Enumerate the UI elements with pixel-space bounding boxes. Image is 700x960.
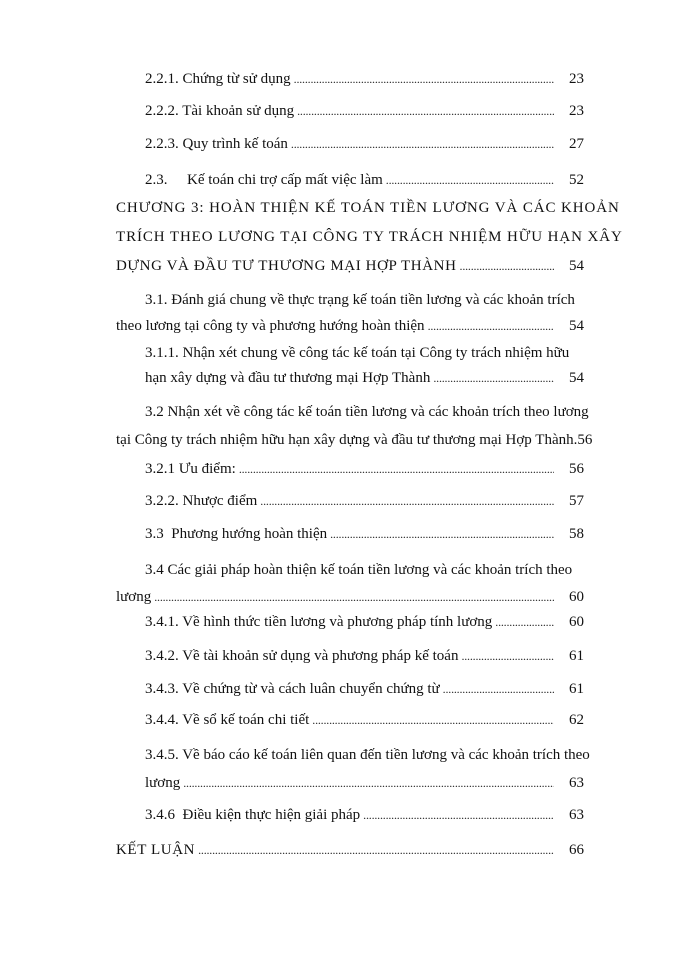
- toc-entry-2-2-3: [145, 134, 584, 154]
- toc-page-number: 23: [569, 71, 584, 87]
- toc-page-number: 62: [569, 712, 584, 728]
- dot-leader: [198, 840, 554, 860]
- chapter-3-title-line-2: [116, 227, 623, 247]
- toc-page-number: 61: [569, 681, 584, 697]
- toc-entry-title: 3.4.4. Về sổ kế toán chi tiết: [145, 712, 310, 728]
- toc-page-number: 58: [569, 526, 584, 542]
- toc-entry-title: lương: [116, 589, 152, 605]
- toc-entry-title: theo lương tại công ty và phương hướng hoàn thiện: [116, 318, 425, 334]
- toc-entry-3-4-4: [145, 710, 584, 730]
- dot-leader: [443, 679, 554, 699]
- toc-page-number: 66: [569, 842, 584, 858]
- toc-entry-title: 3.4.2. Về tài khoản sử dụng và phương pháp kế toán: [145, 648, 459, 664]
- dot-leader: [433, 368, 554, 388]
- toc-entry-title: 2.2.1. Chứng từ sử dụng: [145, 71, 291, 87]
- toc-page-number: 61: [569, 648, 584, 664]
- toc-entry-3-1-1-line-2: [145, 368, 584, 388]
- toc-entry-title: 3.4.3. Về chứng từ và cách luân chuyển chứng từ: [145, 681, 440, 697]
- toc-entry-title: 3.1. Đánh giá chung về thực trạng kế toán tiền lương và các khoản trích: [145, 292, 575, 308]
- dot-leader: [460, 256, 554, 276]
- toc-page-number: 63: [569, 775, 584, 791]
- toc-entry-title: lương: [145, 775, 181, 791]
- chapter-3-title-text: DỰNG VÀ ĐẦU TƯ THƯƠNG MẠI HỢP THÀNH: [116, 258, 457, 274]
- toc-entry-3-4-6: [145, 805, 584, 825]
- toc-entry-number: 2.3.: [145, 172, 168, 188]
- toc-page-number: 54: [569, 318, 584, 334]
- chapter-3-title-line-1: [116, 198, 620, 218]
- dot-leader: [495, 612, 554, 632]
- toc-entry-title: 2.2.2. Tài khoản sử dụng: [145, 103, 295, 119]
- toc-entry-title: 3.2.2. Nhược điểm: [145, 493, 258, 509]
- toc-page-number: 56: [577, 432, 593, 448]
- toc-entry-title: KẾT LUẬN: [116, 842, 196, 858]
- toc-entry-title: 3.2 Nhận xét về công tác kế toán tiền lương và các khoản trích theo lương: [145, 404, 589, 420]
- toc-entry-title: 3.1.1. Nhận xét chung về công tác kế toán tại Công ty trách nhiệm hữu: [145, 345, 570, 361]
- dot-leader: [428, 316, 554, 336]
- toc-entry-title: tại Công ty trách nhiệm hữu hạn xây dựng và đầu tư thương mại Hợp Thành.: [116, 432, 578, 448]
- toc-entry-title: 3.4.5. Về báo cáo kế toán liên quan đến tiền lương và các khoản trích theo: [145, 747, 590, 763]
- toc-entry-title: hạn xây dựng và đầu tư thương mại Hợp Thành: [145, 370, 431, 386]
- toc-page-number: 60: [569, 589, 584, 605]
- dot-leader: [297, 101, 554, 121]
- toc-entry-title: 3.4.1. Về hình thức tiền lương và phương pháp tính lương: [145, 614, 493, 630]
- toc-entry-3-4-2: [145, 646, 584, 666]
- toc-entry-3-3: [145, 524, 584, 544]
- toc-entry-2-2-1: [145, 69, 584, 89]
- toc-entry-3-4-line-2: [116, 587, 584, 607]
- chapter-3-title-text: TRÍCH THEO LƯƠNG TẠI CÔNG TY TRÁCH NHIỆM HỮU HẠN XÂY: [116, 229, 623, 245]
- toc-entry-conclusion: [116, 840, 584, 860]
- chapter-3-title-line-3: [116, 256, 584, 276]
- toc-entry-title: 3.4.6 Điều kiện thực hiện giải pháp: [145, 807, 361, 823]
- toc-entry-title: Kế toán chi trợ cấp mất việc làm: [187, 172, 383, 188]
- dot-leader: [260, 491, 554, 511]
- toc-page-number: 57: [569, 493, 584, 509]
- dot-leader: [363, 805, 554, 825]
- toc-entry-2-2-2: [145, 101, 584, 121]
- dot-leader: [330, 524, 554, 544]
- toc-entry-2-3: [145, 170, 584, 190]
- toc-entry-3-1-line-1: [145, 290, 575, 310]
- toc-entry-3-4-line-1: [145, 560, 572, 580]
- toc-page-number: 63: [569, 807, 584, 823]
- dot-leader: [294, 69, 554, 89]
- toc-entry-3-2-line-2: [116, 430, 593, 450]
- dot-leader: [183, 773, 554, 793]
- toc-entry-3-4-3: [145, 679, 584, 699]
- dot-leader: [312, 710, 554, 730]
- toc-page-number: 54: [569, 370, 584, 386]
- toc-entry-title: 3.2.1 Ưu điểm:: [145, 461, 236, 477]
- toc-entry-3-4-5-line-1: [145, 745, 590, 765]
- toc-entry-3-4-5-line-2: [145, 773, 584, 793]
- dot-leader: [461, 646, 554, 666]
- dot-leader: [291, 134, 554, 154]
- toc-page-number: 23: [569, 103, 584, 119]
- toc-entry-3-1-1-line-1: [145, 343, 569, 363]
- toc-page-number: 27: [569, 136, 584, 152]
- toc-entry-3-4-1: [145, 612, 584, 632]
- toc-page-number: 52: [569, 172, 584, 188]
- dot-leader: [386, 170, 554, 190]
- dot-leader: [239, 459, 554, 479]
- chapter-3-title-text: CHƯƠNG 3: HOÀN THIỆN KẾ TOÁN TIỀN LƯƠNG VÀ CÁC KHOẢN: [116, 200, 620, 216]
- toc-entry-3-2-2: [145, 491, 584, 511]
- toc-page-number: 56: [569, 461, 584, 477]
- toc-entry-title: 3.3 Phương hướng hoàn thiện: [145, 526, 328, 542]
- toc-entry-title: 3.4 Các giải pháp hoàn thiện kế toán tiền lương và các khoản trích theo: [145, 562, 573, 578]
- toc-entry-title: 2.2.3. Quy trình kế toán: [145, 136, 288, 152]
- toc-entry-3-1-line-2: [116, 316, 584, 336]
- dot-leader: [154, 587, 554, 607]
- toc-entry-3-2-line-1: [145, 402, 589, 422]
- toc-page-number: 54: [569, 258, 584, 274]
- toc-entry-3-2-1: [145, 459, 584, 479]
- toc-page-number: 60: [569, 614, 584, 630]
